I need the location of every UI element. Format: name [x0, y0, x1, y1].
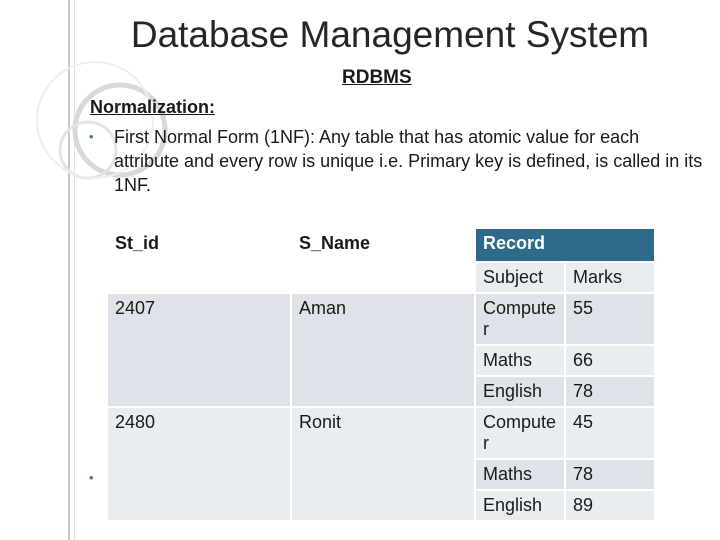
header-st-id: St_id [108, 229, 290, 292]
cell-marks: 55 [566, 294, 654, 344]
bullet-item [89, 125, 707, 197]
cell-s-name: Aman [292, 294, 474, 406]
header-s-name: S_Name [292, 229, 474, 292]
cell-marks: 66 [566, 346, 654, 375]
slide-title: Database Management System [130, 14, 650, 55]
cell-subject: Compute r [476, 408, 564, 458]
cell-st-id: 2407 [108, 294, 290, 406]
record-table [106, 227, 656, 522]
header-record: Record [476, 229, 654, 261]
bullet-text: First Normal Form (1NF): Any table that has atomic value for each attribute and every row is unique i.e. Primary key is defined, is called in its 1NF. [114, 127, 703, 195]
cell-subject: Maths [476, 460, 564, 489]
subheader-subject: Subject [476, 263, 564, 292]
empty-bullet-dot: • [89, 470, 94, 485]
cell-marks: 78 [566, 377, 654, 406]
table-row [108, 408, 654, 458]
section-heading: Normalization: [90, 97, 216, 117]
cell-subject: English [476, 491, 564, 520]
bullet-dot: • [89, 129, 94, 144]
cell-marks: 78 [566, 460, 654, 489]
cell-subject: English [476, 377, 564, 406]
cell-subject: Compute r [476, 294, 564, 344]
cell-s-name: Ronit [292, 408, 474, 520]
subheader-marks: Marks [566, 263, 654, 292]
cell-st-id: 2480 [108, 408, 290, 520]
cell-subject: Maths [476, 346, 564, 375]
slide-subtitle: RDBMS [342, 67, 412, 88]
cell-marks: 45 [566, 408, 654, 458]
table-row [108, 294, 654, 344]
cell-marks: 89 [566, 491, 654, 520]
